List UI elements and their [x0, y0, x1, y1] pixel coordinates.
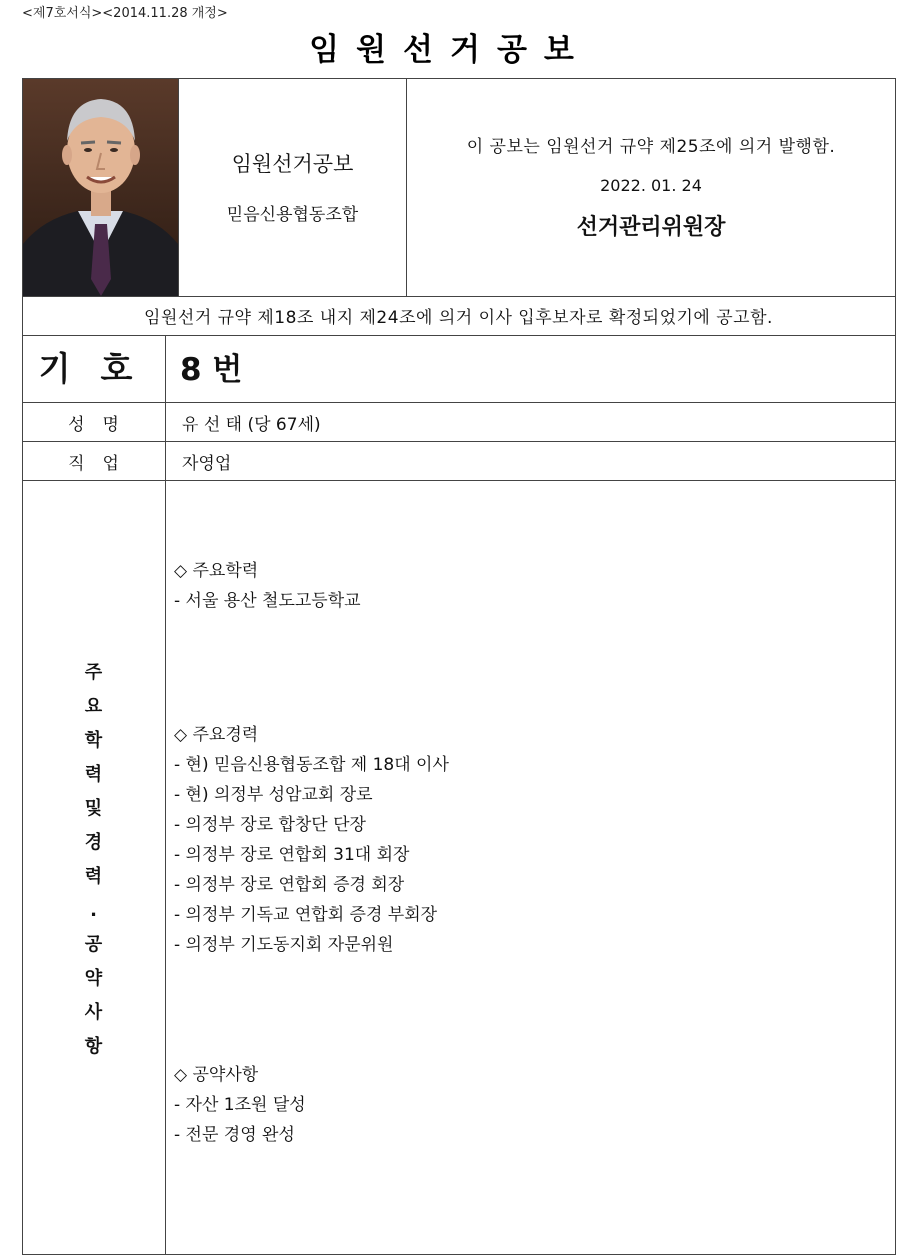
- symbol-number: 8 번: [180, 352, 243, 388]
- name-label: 성명: [68, 415, 137, 435]
- list-item: - 서울 용산 철도고등학교: [174, 591, 361, 611]
- details-label-char: 주: [84, 662, 103, 683]
- education-heading: ◇ 주요학력: [174, 561, 259, 581]
- notice-title: 임원선거공보: [231, 152, 354, 176]
- committee-chair: 선거관리위원장: [576, 215, 726, 240]
- details-label-char: 학: [84, 730, 103, 751]
- details-label-char: .: [90, 900, 97, 921]
- table-border-bottom: [22, 1254, 896, 1255]
- table-border-right: [895, 78, 896, 1255]
- symbol-label: 기호: [38, 349, 163, 388]
- table-border: [22, 402, 896, 403]
- list-item: - 의정부 기독교 연합회 증경 부회장: [174, 905, 438, 925]
- pledges-section: [174, 1060, 306, 1150]
- details-label-char: 및: [84, 798, 103, 819]
- details-label-char: 력: [84, 764, 103, 785]
- table-border: [22, 441, 896, 442]
- table-border: [22, 296, 896, 297]
- pledges-heading: ◇ 공약사항: [174, 1065, 259, 1085]
- list-item: - 의정부 장로 연합회 31대 회장: [174, 845, 410, 865]
- candidate-occupation: 자영업: [182, 454, 232, 474]
- table-border: [165, 335, 166, 1255]
- candidate-photo: [23, 79, 178, 296]
- occupation-label: 직업: [68, 454, 137, 474]
- organization-name: 믿음신용협동조합: [226, 205, 359, 225]
- list-item: - 의정부 장로 합창단 단장: [174, 815, 366, 835]
- list-item: - 자산 1조원 달성: [174, 1095, 306, 1115]
- details-label: [22, 656, 165, 1064]
- details-label-char: 력: [84, 866, 103, 887]
- page-title: 임원선거공보: [309, 32, 591, 68]
- list-item: - 현) 믿음신용협동조합 제 18대 이사: [174, 755, 449, 775]
- details-label-char: 사: [84, 1002, 103, 1023]
- table-border: [178, 78, 179, 296]
- form-number-label: <제7호서식><2014.11.28 개정>: [22, 6, 228, 21]
- candidate-name: 유 선 태 (당 67세): [182, 415, 321, 435]
- issuance-basis: 이 공보는 임원선거 규약 제25조에 의거 발행함.: [466, 137, 836, 157]
- table-border: [22, 480, 896, 481]
- career-heading: ◇ 주요경력: [174, 725, 259, 745]
- confirmation-statement: 임원선거 규약 제18조 내지 제24조에 의거 이사 입후보자로 확정되었기에 공고함.: [144, 308, 773, 328]
- list-item: - 의정부 기도동지회 자문위원: [174, 935, 394, 955]
- list-item: - 의정부 장로 연합회 증경 회장: [174, 875, 405, 895]
- details-label-char: 요: [84, 696, 103, 717]
- details-label-char: 공: [84, 934, 103, 955]
- education-section: [174, 556, 361, 616]
- list-item: - 전문 경영 완성: [174, 1125, 295, 1145]
- details-label-char: 항: [84, 1036, 103, 1057]
- table-border: [22, 335, 896, 336]
- career-section: [174, 720, 449, 960]
- list-item: - 현) 의정부 성암교회 장로: [174, 785, 373, 805]
- details-label-char: 경: [84, 832, 103, 853]
- issue-date: 2022. 01. 24: [600, 176, 702, 195]
- details-label-char: 약: [84, 968, 103, 989]
